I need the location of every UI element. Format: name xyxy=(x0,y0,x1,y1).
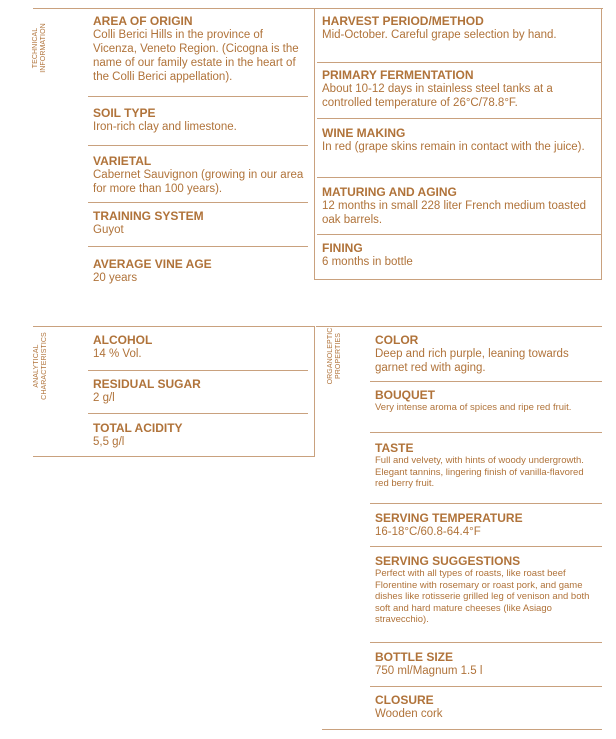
organoleptic-top-divider xyxy=(316,326,602,327)
color-text: Deep and rich purple, leaning towards garnet red with aging. xyxy=(375,348,569,374)
bottle-size-divider xyxy=(370,686,602,687)
organoleptic-bottom-divider xyxy=(322,729,602,730)
analytical-column-divider xyxy=(314,326,315,456)
maturing-aging-divider xyxy=(317,234,601,235)
residual-sugar-block xyxy=(93,377,308,405)
color-divider xyxy=(370,381,602,382)
wine-making-divider xyxy=(317,177,601,178)
serving-suggestions-block xyxy=(375,554,597,626)
closure-block xyxy=(375,693,597,721)
vine-age-text: 20 years xyxy=(93,272,138,284)
taste-divider xyxy=(370,503,602,504)
wine-making-text: In red (grape skins remain in contact with the juice). xyxy=(322,141,585,153)
technical-bottom-divider xyxy=(314,279,602,280)
harvest-divider xyxy=(317,62,601,63)
area-of-origin-title: AREA OF ORIGIN xyxy=(93,14,193,28)
technical-top-divider xyxy=(33,8,603,9)
soil-type-divider xyxy=(88,145,308,146)
serving-temperature-divider xyxy=(370,546,602,547)
area-of-origin-text: Colli Berici Hills in the province of Vicenza, Veneto Region. (Cicogna is the name of our family estate in the heart of the Colli Berici appellation). xyxy=(93,29,299,83)
fining-block xyxy=(322,241,592,269)
wine-making-title: WINE MAKING xyxy=(322,126,406,140)
technical-section-label: TECHNICAL INFORMATION xyxy=(32,23,47,73)
serving-suggestions-text: Perfect with all types of roasts, like roast beef Florentine with rosemary or roast pork, and game dishes like rotisserie grilled leg of venison and both soft and hard mature cheeses (like Asiago stravecchio). xyxy=(375,568,590,625)
bouquet-divider xyxy=(370,432,602,433)
soil-type-title: SOIL TYPE xyxy=(93,106,156,120)
harvest-title: HARVEST PERIOD/METHOD xyxy=(322,14,484,28)
alcohol-title: ALCOHOL xyxy=(93,333,153,347)
area-of-origin-divider xyxy=(88,96,308,97)
serving-temperature-text: 16-18°C/60.8-64.4°F xyxy=(375,526,481,538)
bottle-size-text: 750 ml/Magnum 1.5 l xyxy=(375,665,483,677)
serving-temperature-block xyxy=(375,511,597,539)
technical-right-edge xyxy=(601,8,602,280)
area-of-origin-block xyxy=(93,14,309,84)
soil-type-block xyxy=(93,106,309,134)
total-acidity-title: TOTAL ACIDITY xyxy=(93,421,183,435)
taste-block xyxy=(375,441,597,490)
serving-suggestions-divider xyxy=(370,642,602,643)
serving-suggestions-title: SERVING SUGGESTIONS xyxy=(375,554,521,568)
training-system-block xyxy=(93,209,309,237)
primary-fermentation-divider xyxy=(317,118,601,119)
fining-title: FINING xyxy=(322,241,363,255)
bottle-size-title: BOTTLE SIZE xyxy=(375,650,453,664)
wine-making-block xyxy=(322,126,597,154)
soil-type-text: Iron-rich clay and limestone. xyxy=(93,121,237,133)
analytical-section-label: ANALYTICAL CHARACTERISTICS xyxy=(33,332,48,400)
bottle-size-block xyxy=(375,650,597,678)
bouquet-title: BOUQUET xyxy=(375,388,435,402)
vine-age-block xyxy=(93,257,309,285)
primary-fermentation-block xyxy=(322,68,597,110)
maturing-aging-title: MATURING AND AGING xyxy=(322,185,457,199)
maturing-aging-block xyxy=(322,185,592,227)
training-system-divider xyxy=(88,246,308,247)
bouquet-block xyxy=(375,388,597,414)
taste-text: Full and velvety, with hints of woody undergrowth. Elegant tannins, lingering finish of vanilla-flavored red berry fruit. xyxy=(375,455,584,489)
maturing-aging-text: 12 months in small 228 liter French medium toasted oak barrels. xyxy=(322,200,586,226)
primary-fermentation-text: About 10-12 days in stainless steel tanks at a controlled temperature of 26°C/78.8°F. xyxy=(322,83,553,109)
training-system-title: TRAINING SYSTEM xyxy=(93,209,204,223)
harvest-text: Mid-October. Careful grape selection by hand. xyxy=(322,29,557,41)
varietal-block xyxy=(93,154,309,196)
bouquet-text: Very intense aroma of spices and ripe red fruit. xyxy=(375,402,572,413)
varietal-text: Cabernet Sauvignon (growing in our area for more than 100 years). xyxy=(93,169,304,195)
technical-column-divider xyxy=(314,8,315,280)
vine-age-title: AVERAGE VINE AGE xyxy=(93,257,212,271)
analytical-top-divider xyxy=(33,326,315,327)
varietal-divider xyxy=(88,202,308,203)
alcohol-block xyxy=(93,333,308,361)
closure-title: CLOSURE xyxy=(375,693,434,707)
color-title: COLOR xyxy=(375,333,419,347)
serving-temperature-title: SERVING TEMPERATURE xyxy=(375,511,523,525)
training-system-text: Guyot xyxy=(93,224,124,236)
residual-sugar-divider xyxy=(88,413,308,414)
organoleptic-section-label: ORGANOLEPTIC PROPERTIES xyxy=(327,327,342,385)
residual-sugar-text: 2 g/l xyxy=(93,392,115,404)
residual-sugar-title: RESIDUAL SUGAR xyxy=(93,377,201,391)
total-acidity-block xyxy=(93,421,308,449)
analytical-bottom-divider xyxy=(33,456,315,457)
fining-text: 6 months in bottle xyxy=(322,256,413,268)
alcohol-text: 14 % Vol. xyxy=(93,348,142,360)
taste-title: TASTE xyxy=(375,441,414,455)
color-block xyxy=(375,333,597,375)
closure-text: Wooden cork xyxy=(375,708,443,720)
alcohol-divider xyxy=(88,370,308,371)
total-acidity-text: 5,5 g/l xyxy=(93,436,125,448)
harvest-block xyxy=(322,14,592,42)
primary-fermentation-title: PRIMARY FERMENTATION xyxy=(322,68,474,82)
varietal-title: VARIETAL xyxy=(93,154,152,168)
